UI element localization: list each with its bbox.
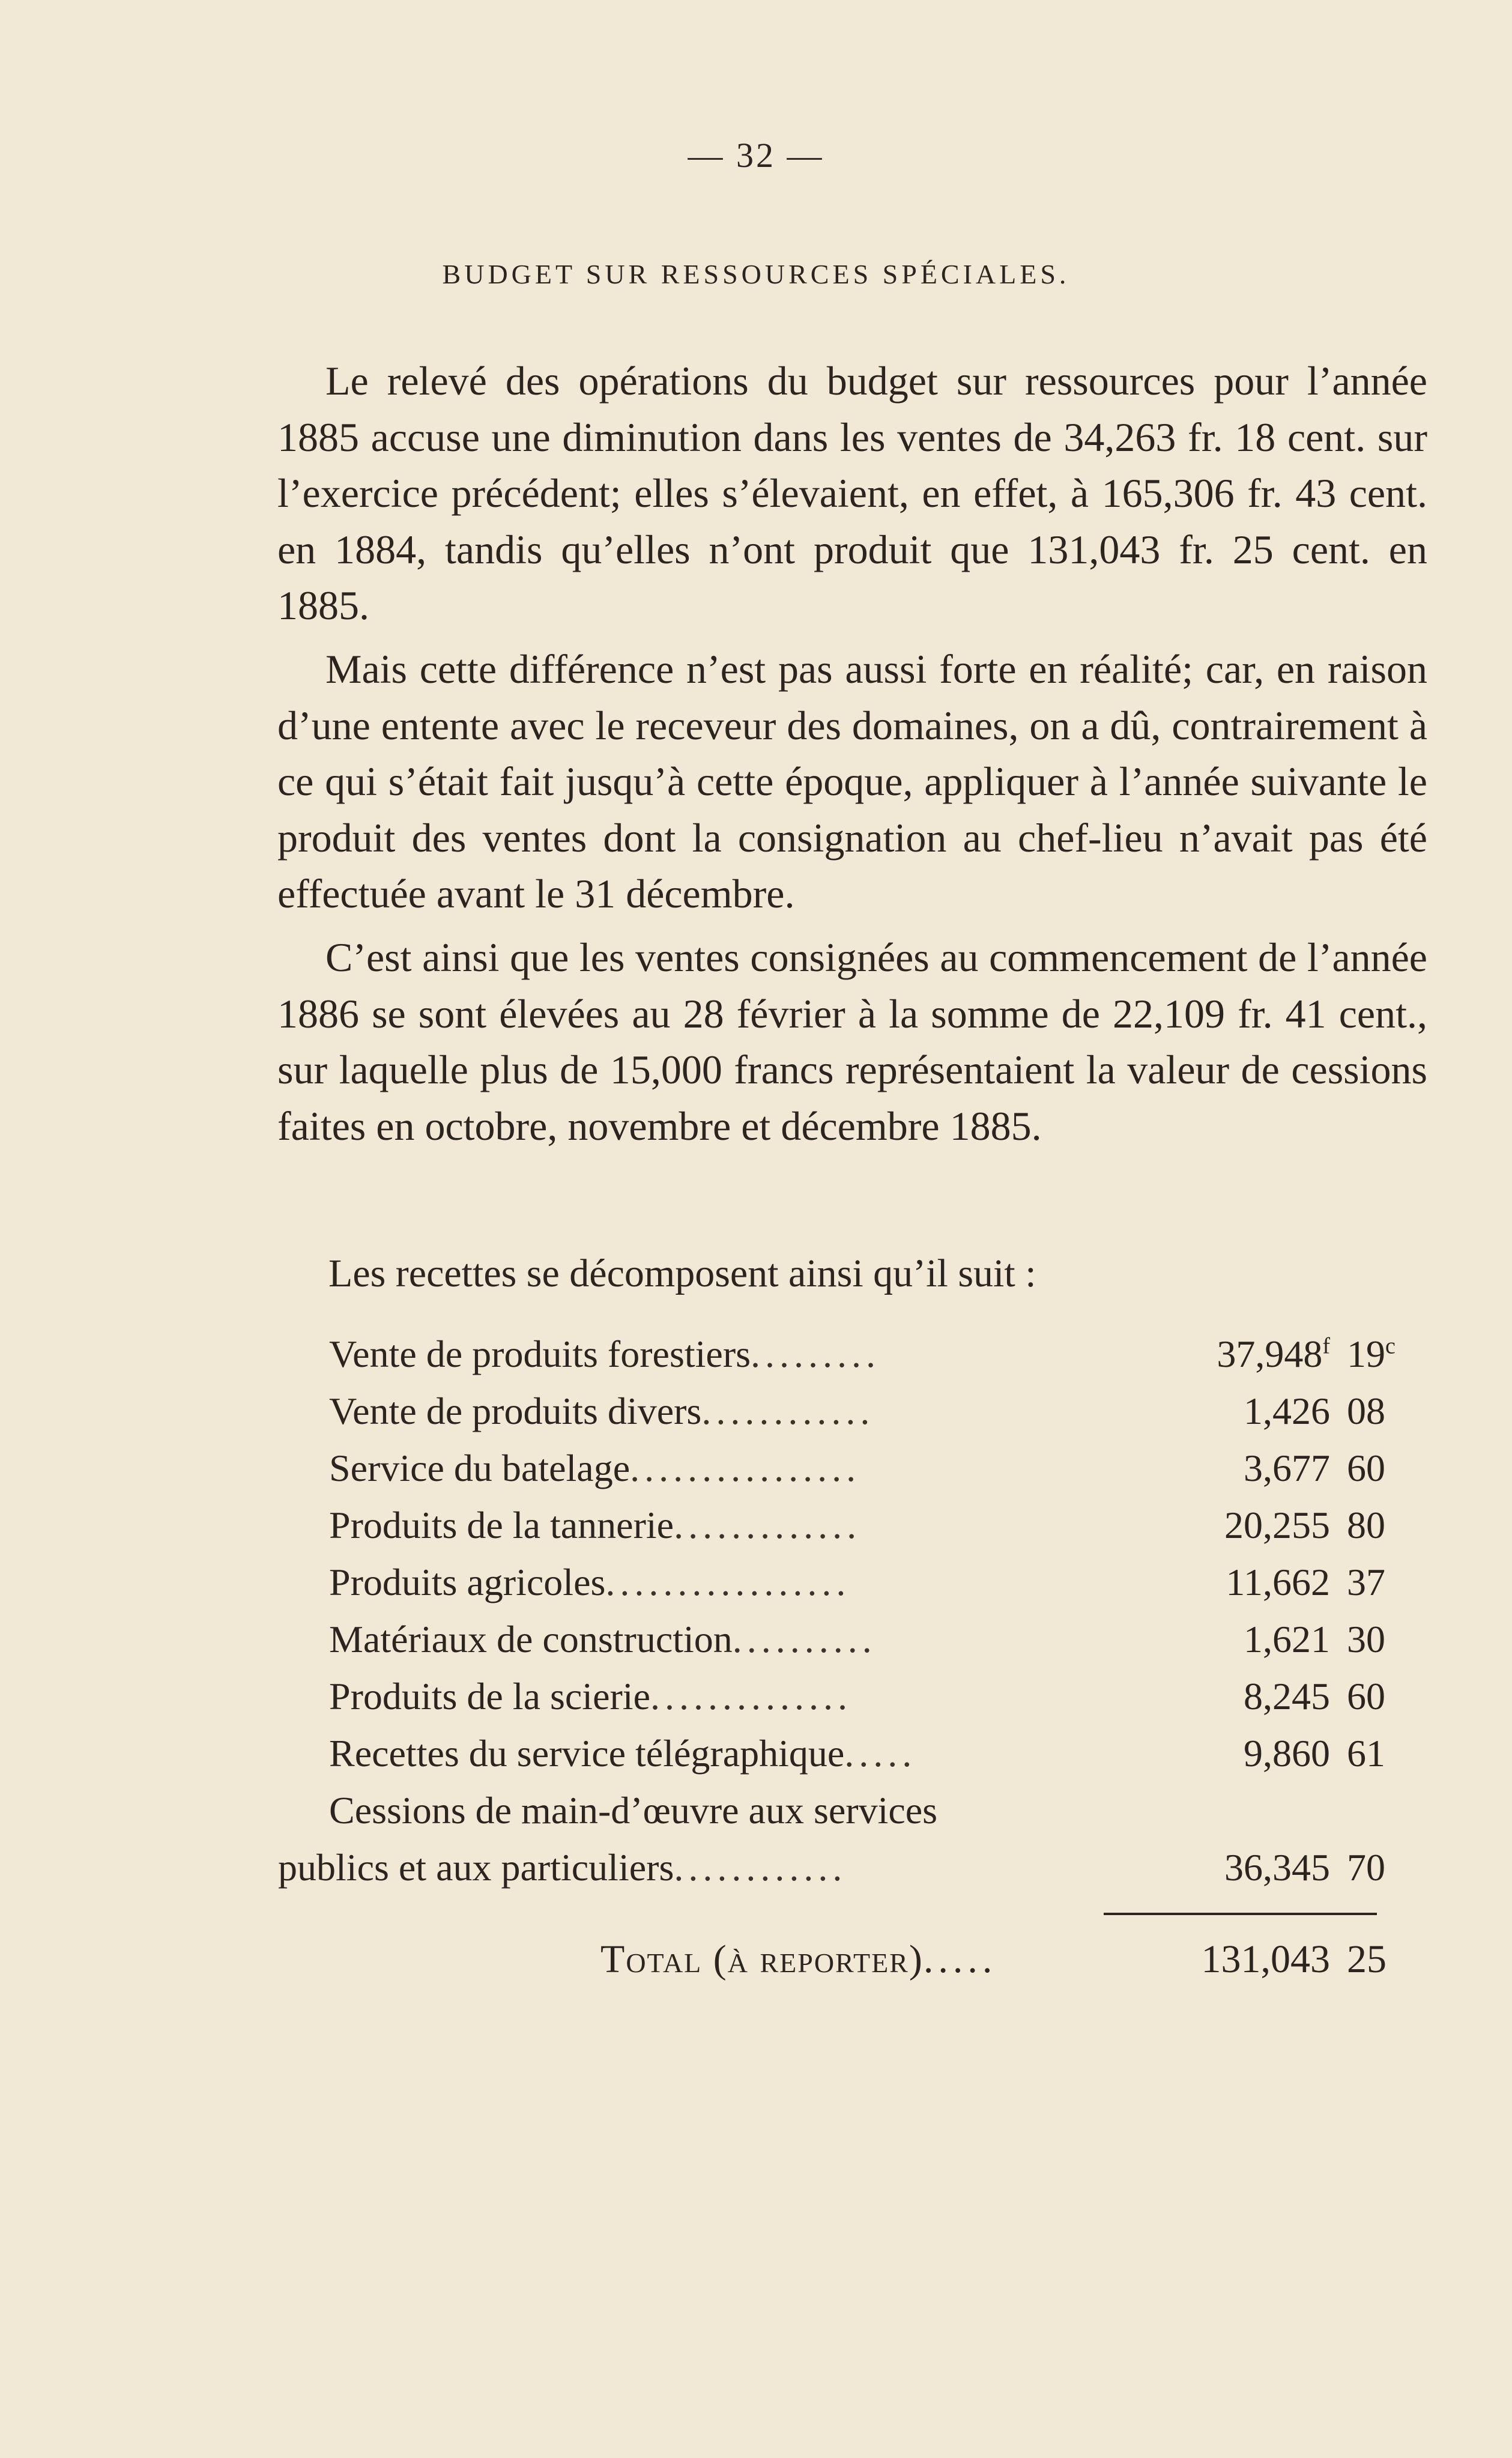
table-row xyxy=(0,1446,1512,1503)
leader-dots: ............ xyxy=(674,1846,847,1889)
table-row xyxy=(0,1845,1512,1903)
total-francs: 131,043 xyxy=(1201,1937,1330,1981)
recettes-intro: Les recettes se décomposent ainsi qu’il suit : xyxy=(328,1252,1036,1295)
francs-unit: f xyxy=(1322,1333,1330,1359)
section-heading: BUDGET SUR RESSOURCES SPÉCIALES. xyxy=(442,259,1070,289)
leader-dots: ..... xyxy=(844,1732,917,1775)
paragraph-text: C’est ainsi que les ventes consignées au commencement de l’année 1886 se sont élevées au 28 février à la somme de 22,109 fr. 41 cent., sur laquelle plus de 15,000 francs représentaient la valeur de cessions faites en octobre, novembre et décembre 1885. xyxy=(277,934,1427,1149)
table-row xyxy=(0,1389,1512,1446)
leader-dots: .......... xyxy=(732,1618,877,1660)
row-label: Vente de produits forestiers xyxy=(329,1333,751,1375)
paragraph-1 xyxy=(277,353,1427,634)
table-row xyxy=(0,1674,1512,1731)
paragraph-text: Le relevé des opérations du budget sur ressources pour l’année 1885 accuse une diminution dans les ventes de 34,263 fr. 18 cent. sur l’exercice précédent; elles s’élevaient, en effet, à 165,306 fr. 43 cent. en 1884, tandis qu’elles n’ont produit que 131,043 fr. 25 cent. en 1885. xyxy=(277,358,1427,628)
leader-dots: ................ xyxy=(630,1447,861,1489)
total-row xyxy=(0,1937,1512,1994)
row-francs: 1,621 xyxy=(1244,1618,1330,1660)
leader-dots: ............ xyxy=(701,1390,875,1432)
leader-dots: ................. xyxy=(605,1561,851,1603)
row-cents: 80 xyxy=(1347,1504,1385,1546)
cents-unit: c xyxy=(1385,1333,1396,1359)
row-cents: 60 xyxy=(1347,1675,1385,1718)
row-cents: 08 xyxy=(1347,1390,1385,1432)
row-label: Produits agricoles xyxy=(329,1561,606,1603)
table-row xyxy=(0,1503,1512,1560)
table-row xyxy=(0,1617,1512,1674)
total-cents: 25 xyxy=(1347,1937,1387,1981)
row-label: Vente de produits divers xyxy=(329,1390,702,1432)
row-cents: 60 xyxy=(1347,1447,1385,1489)
row-cents: 19 xyxy=(1347,1333,1385,1375)
row-francs: 8,245 xyxy=(1244,1675,1330,1718)
table-row xyxy=(0,1731,1512,1788)
table-row xyxy=(0,1560,1512,1617)
leader-dots: ..... xyxy=(923,1937,997,1981)
row-label: Recettes du service télégraphique xyxy=(329,1732,845,1775)
row-label: Cessions de main-d’œuvre aux services xyxy=(329,1789,938,1832)
row-francs: 20,255 xyxy=(1224,1504,1330,1546)
paragraph-3 xyxy=(277,930,1427,1154)
paragraph-text: Mais cette différence n’est pas aussi forte en réalité; car, en raison d’une entente avec le receveur des domaines, on a dû, contrairement à ce qui s’était fait jusqu’à cette époque, appliquer à l’année suivante le produit des ventes dont la consignation au chef-lieu n’avait pas été effectuée avant le 31 décembre. xyxy=(277,646,1427,916)
paragraph-2 xyxy=(277,641,1427,922)
leader-dots: ......... xyxy=(751,1333,881,1375)
row-label: Service du batelage xyxy=(329,1447,631,1489)
table-row xyxy=(0,1788,1512,1845)
row-francs: 11,662 xyxy=(1226,1561,1330,1603)
leader-dots: .............. xyxy=(650,1675,852,1718)
total-label: Total (à reporter) xyxy=(600,1937,924,1981)
total-rule xyxy=(1104,1913,1377,1915)
table-row xyxy=(0,1332,1512,1389)
row-label: Matériaux de construction xyxy=(329,1618,733,1660)
row-francs: 36,345 xyxy=(1224,1846,1330,1889)
row-cents: 37 xyxy=(1347,1561,1385,1603)
row-label: Produits de la tannerie xyxy=(329,1504,674,1546)
page-number: — 32 — xyxy=(688,136,824,175)
leader-dots: ............. xyxy=(674,1504,862,1546)
row-francs: 1,426 xyxy=(1244,1390,1330,1432)
row-francs: 9,860 xyxy=(1244,1732,1330,1775)
row-label: publics et aux particuliers xyxy=(278,1846,674,1889)
row-francs: 37,948 xyxy=(1217,1333,1323,1375)
row-cents: 30 xyxy=(1347,1618,1385,1660)
row-cents: 70 xyxy=(1347,1846,1385,1889)
row-cents: 61 xyxy=(1347,1732,1385,1775)
row-francs: 3,677 xyxy=(1244,1447,1330,1489)
row-label: Produits de la scierie xyxy=(329,1675,650,1718)
